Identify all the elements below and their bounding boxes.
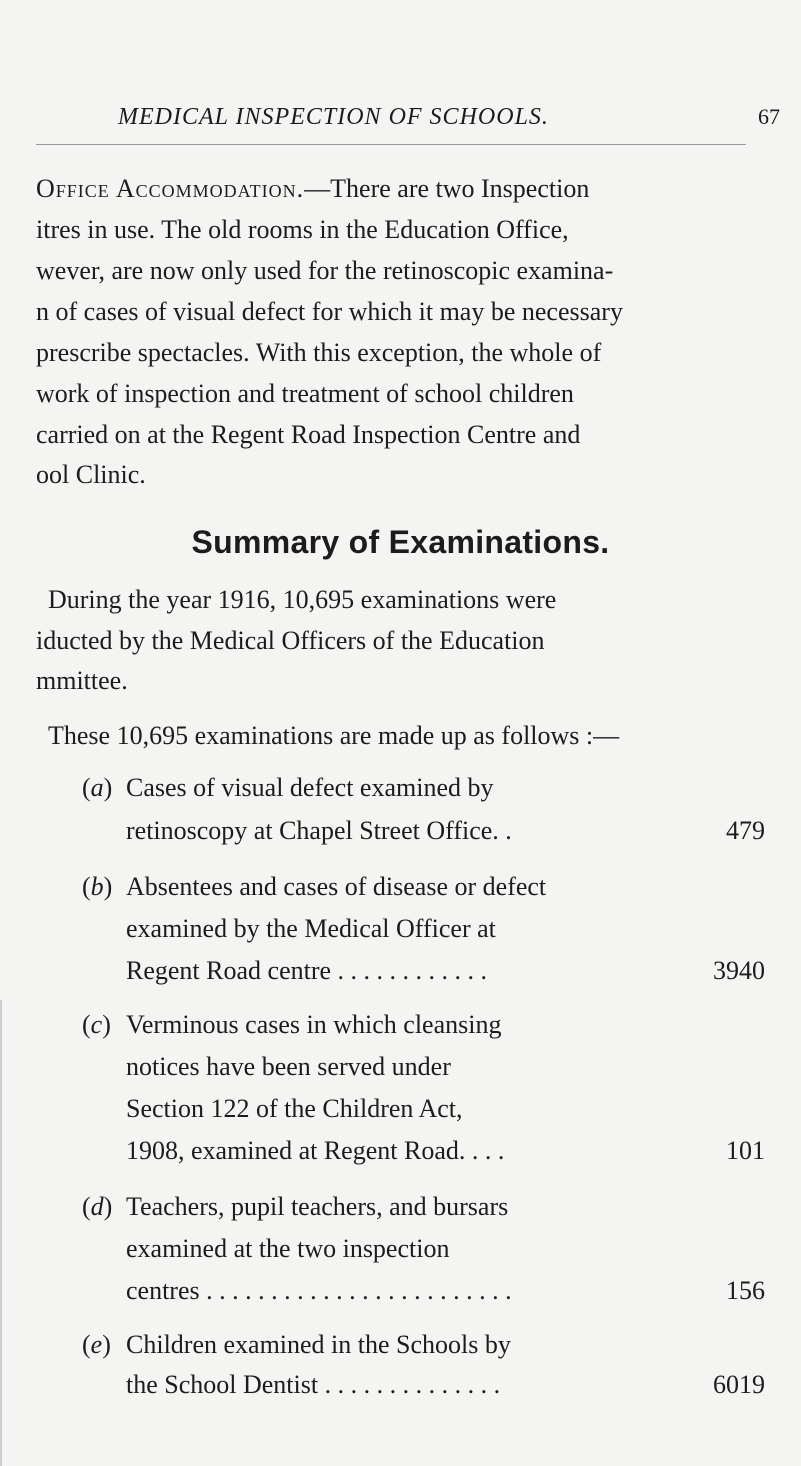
item-letter: a (90, 773, 104, 802)
office-line-text: —There are two Inspection (304, 174, 590, 203)
summary-intro-line-3: mmittee. (36, 666, 128, 695)
office-paragraph-line-3: wever, are now only used for the retinoscopic examina- (36, 256, 614, 285)
office-paragraph-line-8: ool Clinic. (36, 460, 146, 489)
item-c-line-2: notices have been served under (126, 1052, 451, 1081)
item-c-line-4: 1908, examined at Regent Road. . . . (126, 1136, 505, 1165)
item-letter: c (90, 1010, 103, 1039)
item-d-line-3: centres . . . . . . . . . . . . . . . . . . . . . . . . (126, 1276, 512, 1305)
running-title: MEDICAL INSPECTION OF SCHOOLS. (118, 104, 549, 130)
item-c-label: (c) (82, 1010, 111, 1039)
item-e-line-1: Children examined in the Schools by (126, 1330, 511, 1359)
item-letter: d (90, 1192, 104, 1221)
item-letter: b (90, 872, 104, 901)
item-d-value: 156 (726, 1276, 765, 1305)
office-paragraph-line-6: work of inspection and treatment of school children (36, 379, 574, 408)
summary-intro-line-1: During the year 1916, 10,695 examinations were (48, 585, 557, 614)
item-letter: e (90, 1330, 103, 1359)
item-a-line-1: Cases of visual defect examined by (126, 773, 494, 802)
item-c-line-3: Section 122 of the Children Act, (126, 1094, 463, 1123)
item-a-value: 479 (726, 816, 765, 845)
summary-followup-line: These 10,695 examinations are made up as follows :— (48, 721, 620, 750)
item-d-line-2: examined at the two inspection (126, 1234, 450, 1263)
item-b-value: 3940 (713, 956, 765, 985)
page-number: 67 (758, 104, 780, 129)
office-paragraph-line-5: prescribe spectacles. With this exception, the whole of (36, 338, 602, 367)
item-b-line-1: Absentees and cases of disease or defect (126, 872, 547, 901)
binding-edge-shadow (0, 1000, 2, 1466)
office-paragraph-line-7: carried on at the Regent Road Inspection Centre and (36, 420, 581, 449)
office-paragraph-line-1 (36, 174, 589, 204)
item-e-line-2: the School Dentist . . . . . . . . . . . . . . (126, 1370, 501, 1399)
office-paragraph-line-2: itres in use. The old rooms in the Education Office, (36, 215, 569, 244)
item-e-label: (e) (82, 1330, 111, 1359)
office-paragraph-line-4: n of cases of visual defect for which it may be necessary (36, 297, 623, 326)
item-d-line-1: Teachers, pupil teachers, and bursars (126, 1192, 509, 1221)
item-a-label: (a) (82, 773, 113, 802)
office-heading: Office Accommodation. (36, 174, 305, 203)
item-a-line-2: retinoscopy at Chapel Street Office. . (126, 816, 512, 845)
item-c-line-1: Verminous cases in which cleansing (126, 1010, 502, 1039)
item-b-label: (b) (82, 872, 113, 901)
item-e-value: 6019 (713, 1370, 765, 1399)
header-rule (36, 144, 746, 145)
summary-intro-line-2: iducted by the Medical Officers of the Education (36, 626, 545, 655)
item-c-value: 101 (726, 1136, 765, 1165)
item-d-label: (d) (82, 1192, 113, 1221)
item-b-line-3: Regent Road centre . . . . . . . . . . . . (126, 956, 488, 985)
item-b-line-2: examined by the Medical Officer at (126, 914, 496, 943)
summary-heading: Summary of Examinations. (191, 524, 610, 560)
